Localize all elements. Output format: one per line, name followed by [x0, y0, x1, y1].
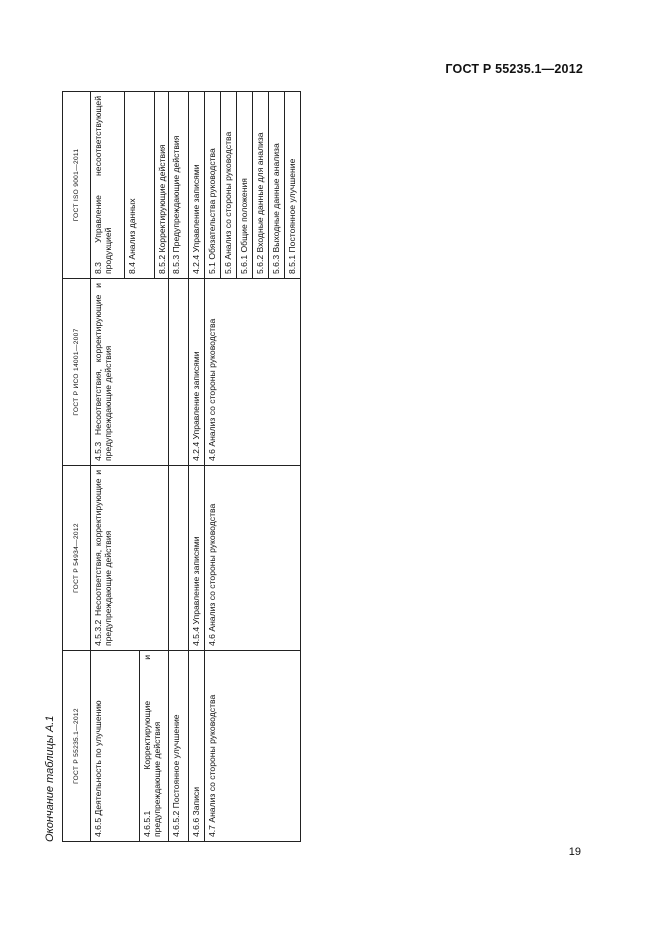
table-cell: 4.7 Анализ со стороны руководства	[205, 651, 301, 842]
table-cell: 4.5.3.2 Несоответствия, корректирующие и предупреждающие действия	[91, 466, 169, 651]
table-cell: 8.5.1 Постоянное улучшение	[285, 92, 301, 279]
column-header: ГОСТ Р ИСО 14001—2007	[63, 279, 91, 466]
table-cell	[169, 466, 189, 651]
table-cell: 8.4 Анализ данных	[125, 92, 155, 279]
table-row	[205, 92, 221, 842]
table-cell: 4.2.4 Управление записями	[189, 279, 205, 466]
table-cell: 4.6.5.1 Корректирующие и предупреждающие действия	[140, 651, 169, 842]
table-cell: 8.3 Управление несоответствующей продукцией	[91, 92, 125, 279]
table-cell: 5.6 Анализ со стороны руководства	[221, 92, 237, 279]
table-caption: Окончание таблицы А.1	[44, 715, 56, 842]
table-cell: 4.2.4 Управление записями	[189, 92, 205, 279]
table-cell: 4.6 Анализ со стороны руководства	[205, 279, 301, 466]
table-cell: 4.5.3 Несоответствия, корректирующие и предупреждающие действия	[91, 279, 169, 466]
table-cell: 4.5.4 Управление записями	[189, 466, 205, 651]
table-cell: 5.1 Обязательства руководства	[205, 92, 221, 279]
table-cell: 4.6 Анализ со стороны руководства	[205, 466, 301, 651]
document-header: ГОСТ Р 55235.1—2012	[445, 62, 583, 76]
table-row	[91, 92, 125, 842]
table-cell	[169, 279, 189, 466]
table-cell: 5.6.2 Входные данные для анализа	[253, 92, 269, 279]
page-number: 19	[568, 846, 581, 858]
table-cell: 4.6.5 Деятельность по улучшению	[91, 651, 140, 842]
table-row	[169, 92, 189, 842]
table-cell: 8.5.3 Предупреждающие действия	[169, 92, 189, 279]
table-cell: 4.6.6 Записи	[189, 651, 205, 842]
correspondence-table	[62, 91, 301, 842]
rotated-table-block	[44, 92, 604, 842]
table-cell: 5.6.3 Выходные данные анализа	[269, 92, 285, 279]
column-header: ГОСТ Р 55235.1—2012	[63, 651, 91, 842]
table-cell: 4.6.5.2 Постоянное улучшение	[169, 651, 189, 842]
table-cell: 8.5.2 Корректирующие действия	[155, 92, 169, 279]
column-header: ГОСТ ISO 9001—2011	[63, 92, 91, 279]
table-cell: 5.6.1 Общие положения	[237, 92, 253, 279]
table-row	[189, 92, 205, 842]
column-header: ГОСТ Р 54934—2012	[63, 466, 91, 651]
table-header-row	[63, 92, 91, 842]
